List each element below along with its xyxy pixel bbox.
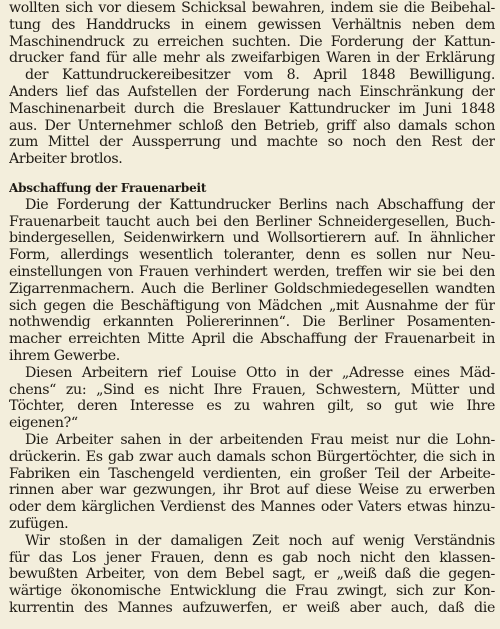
text-line: chens“ zu: „Sind es nicht Ihre Frauen, Schwestern, Mütter und [9,381,495,398]
text-line: drucker fand für alle mehr als zweifarbigen Waren in der Erklärung [9,50,495,67]
text-line: tung des Handdrucks in einem gewissen Verhältnis neben dem [9,16,495,33]
text-line: Maschinendruck zu erreichen suchten. Die Forderung der Kattun- [9,33,495,50]
text-line: Form, allerdings wesentlich toleranter, denn es sollen nur Neu- [9,247,495,264]
text-line: wollten sich vor diesem Schicksal bewahren, indem sie die Beibehal- [9,0,495,16]
text-line: Maschinenarbeit durch die Breslauer Kattundrucker im Juni 1848 [9,100,495,117]
text-line: Wir stoßen in der damaligen Zeit noch auf wenig Verständnis [25,532,495,549]
text-line: zum Mittel der Aussperrung und machte so noch den Rest der [9,134,495,151]
paragraph-1 [9,0,495,168]
paragraph-3 [9,365,495,432]
text-line: drückerin. Es gab zwar auch damals schon Bürgertöchter, die sich in [9,448,495,465]
text-line: einstellungen von Frauen verhindert werden, treffen wir sie bei den [9,263,495,280]
text-line: eigenen?“ [9,415,78,432]
text-line: bindergesellen, Seidenwirkern und Wollsortierern auf. In ähnlicher [9,230,495,247]
text-line: Fabriken ein Taschengeld verdienten, ein großer Teil der Arbeite- [9,465,495,482]
text-line: aus. Der Unternehmer schloß den Betrieb, griff also damals schon [9,117,495,134]
text-line: nothwendig erkannten Poliererinnen“. Die Berliner Posamenten- [9,314,495,331]
text-line: Diesen Arbeitern rief Louise Otto in der „Adresse eines Mäd- [25,364,495,381]
text-line: macher erreichten Mitte April die Abschaffung der Frauenarbeit in [9,331,495,348]
text-line: kurrentin des Mannes aufzuwerfen, er weiß aber auch, daß die [9,599,495,616]
text-line: Frauenarbeit taucht auch bei den Berliner Schneidergesellen, Buch- [9,213,495,230]
paragraph-2 [9,197,495,365]
text-line: Die Forderung der Kattundrucker Berlins nach Abschaffung der [25,196,495,213]
text-line: Anders lief das Aufstellen der Forderung nach Einschränkung der [9,83,495,100]
section-gap [9,168,495,180]
text-line: der Kattundruckereibesitzer vom 8. April 1848 Bewilligung. [25,67,495,84]
paragraph-4 [9,432,495,533]
text-line: oder dem kärglichen Verdienst des Mannes oder Vaters etwas hinzu- [9,499,495,516]
text-line: Arbeiter brotlos. [9,151,123,168]
text-line: Die Arbeiter sahen in der arbeitenden Frau meist nur die Lohn- [25,431,495,448]
text-line: zufügen. [9,515,69,532]
text-line: rinnen aber war gezwungen, ihr Brot auf diese Weise zu erwerben [9,482,495,499]
document-page [9,0,495,629]
text-line: für das Los jener Frauen, denn es gab noch nicht den klassen- [9,549,495,566]
text-line: sich gegen die Beschäftigung von Mädchen „mit Ausnahme der für [9,297,495,314]
text-line: Zigarrenmachern. Auch die Berliner Goldschmiedegesellen wandten [9,280,495,297]
section-heading: Abschaffung der Frauenarbeit [9,180,207,195]
text-line: wärtige ökonomische Entwicklung die Frau zwingt, sich zur Kon- [9,583,495,600]
text-line: ihrem Gewerbe. [9,347,120,364]
paragraph-5 [9,533,495,617]
text-line: Töchter, deren Interesse es zu wahren gilt, so gut wie Ihre [9,398,495,415]
text-line: bewußten Arbeiter, von dem Bebel sagt, er „weiß daß die gegen- [9,566,495,583]
